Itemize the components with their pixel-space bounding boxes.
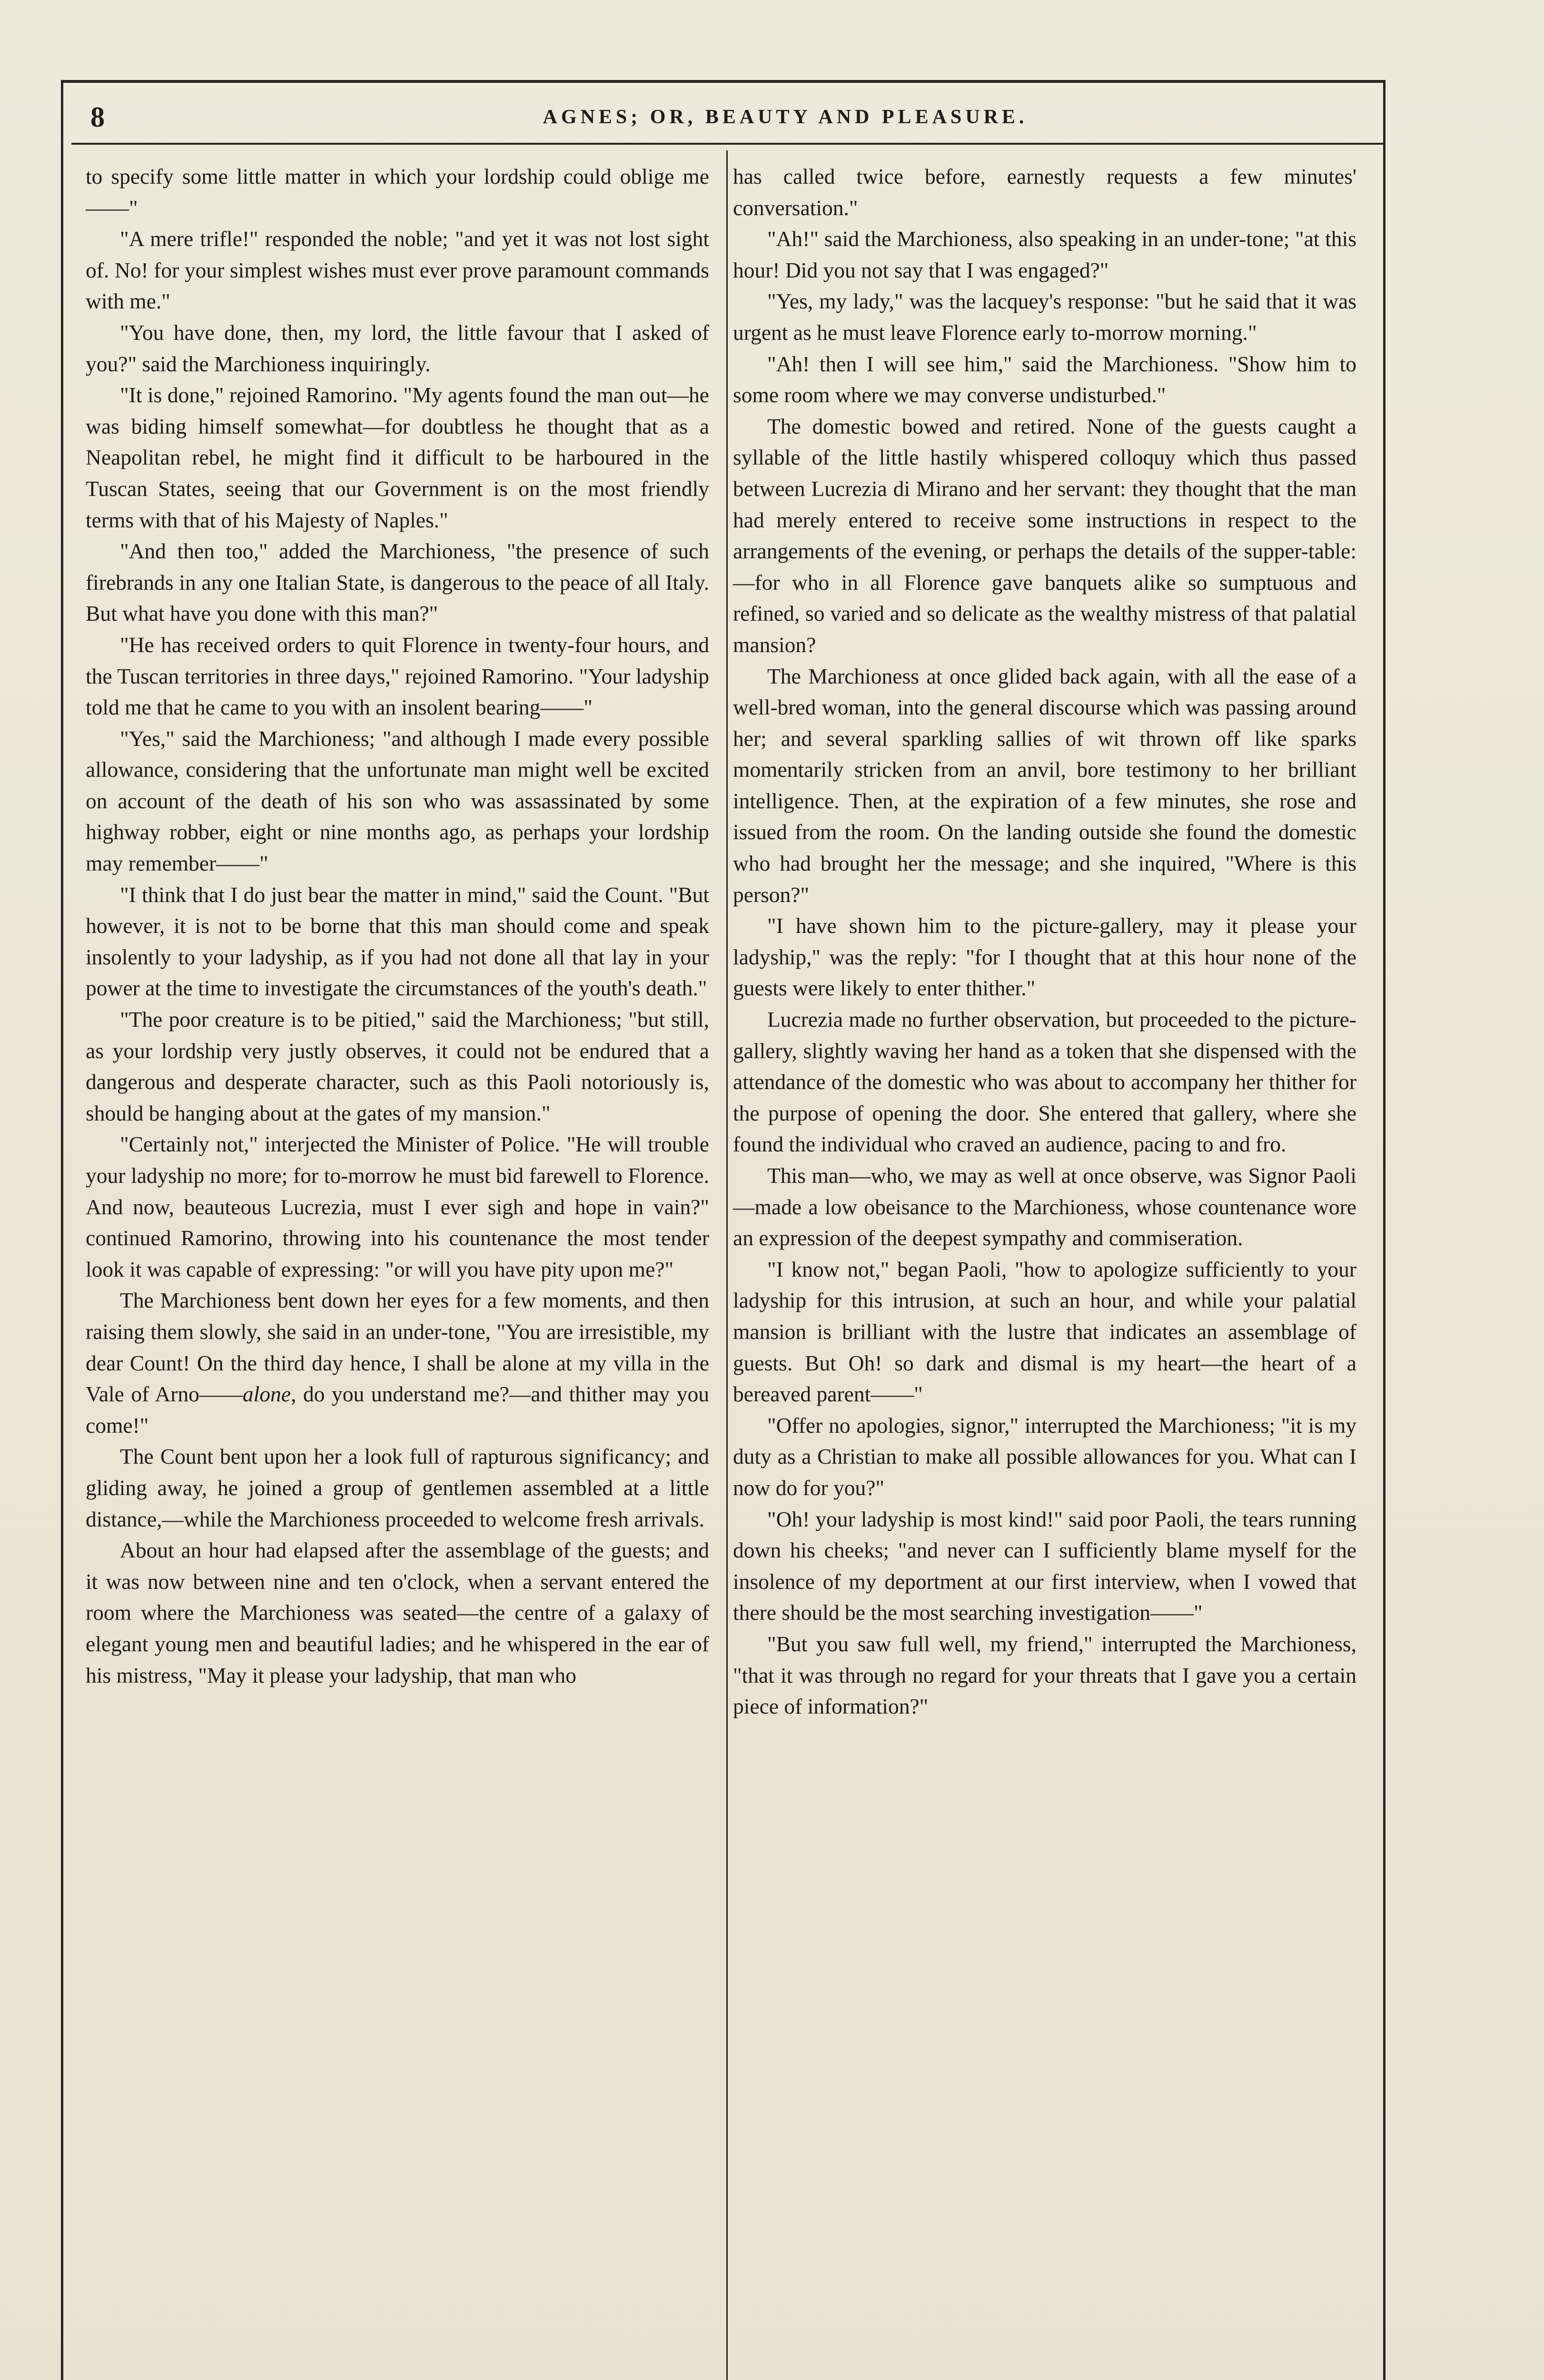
paragraph: The Count bent upon her a look full of rapturous significancy; and gliding away, he joined a group of gentlemen assembled at a little distance,—while the Marchioness proceeded to welcome fresh arrivals. xyxy=(86,1444,709,1531)
paragraph: "Ah!" said the Marchioness, also speaking in an under-tone; "at this hour! Did you not say that I was engaged?" xyxy=(733,227,1356,282)
right-column xyxy=(733,161,1356,1722)
paragraph: "Yes, my lady," was the lacquey's response: "but he said that it was urgent as he must leave Florence early to-morrow morning." xyxy=(733,289,1356,345)
paragraph: "You have done, then, my lord, the little favour that I asked of you?" said the Marchioness inquiringly. xyxy=(86,320,709,376)
paragraph: "Yes," said the Marchioness; "and although I made every possible allowance, considering that the unfortunate man might well be excited on account of the death of his son who was assassinated by some highway robber, eight or nine months ago, as perhaps your lordship may remember——" xyxy=(86,726,709,876)
column-divider-rule xyxy=(726,150,728,2380)
paragraph: The domestic bowed and retired. None of the guests caught a syllable of the little hastily whispered colloquy which thus passed between Lucrezia di Mirano and her servant: they thought that the man had merely entered to receive some instructions in respect to the arrangements of the evening, or perhaps the details of the supper-table:—for who in all Florence gave banquets alike so sumptuous and refined, so varied and so delicate as the wealthy mistress of that palatial mansion? xyxy=(733,414,1356,657)
top-border-rule xyxy=(62,80,1385,83)
paragraph: "Certainly not," interjected the Minister of Police. "He will trouble your ladyship no more; for to-morrow he must bid farewell to Florence. And now, beauteous Lucrezia, must I ever sigh and hope in vain?" continued Ramorino, throwing into his countenance the most tender look it was capable of expressing: "or will you have pity upon me?" xyxy=(86,1132,709,1281)
emphasis-text: alone xyxy=(242,1382,291,1407)
paragraph: "He has received orders to quit Florence in twenty-four hours, and the Tuscan territories in three days," rejoined Ramorino. "Your ladyship told me that he came to you with an insolent bearing——" xyxy=(86,632,709,720)
paragraph: This man—who, we may as well at once observe, was Signor Paoli—made a low obeisance to the Marchioness, whose countenance wore an expression of the deepest sympathy and commiseration. xyxy=(733,1163,1356,1250)
paragraph: "Oh! your ladyship is most kind!" said poor Paoli, the tears running down his cheeks; "and never can I sufficiently blame myself for the insolence of my deportment at our first interview, when I vowed that there should be the most searching investigation——" xyxy=(733,1507,1356,1625)
running-head: AGNES; OR, BEAUTY AND PLEASURE. xyxy=(543,106,1028,128)
paragraph: "Offer no apologies, signor," interrupted the Marchioness; "it is my duty as a Christian to make all possible allowances for you. What can I now do for you?" xyxy=(733,1413,1356,1500)
paragraph-text: , do you understand me?—and thither may you come!" xyxy=(86,1382,709,1438)
paragraph: Lucrezia made no further observation, but proceeded to the picture-gallery, slightly waving her hand as a token that she dispensed with the attendance of the domestic who was about to accompany her thither for the purpose of opening the door. She entered that gallery, where she found the individual who craved an audience, pacing to and fro. xyxy=(733,1007,1356,1157)
right-border-rule xyxy=(1383,80,1386,2380)
paragraph: "And then too," added the Marchioness, "the presence of such firebrands in any one Italian State, is dangerous to the peace of all Italy. But what have you done with this man?" xyxy=(86,539,709,626)
paragraph: "The poor creature is to be pitied," said the Marchioness; "but still, as your lordship very justly observes, it could not be endured that a dangerous and desperate character, such as this Paoli notoriously is, should be hanging about at the gates of my mansion." xyxy=(86,1007,709,1125)
paragraph: "I think that I do just bear the matter in mind," said the Count. "But however, it is not to be borne that this man should come and speak insolently to your ladyship, as if you had not done all that lay in your power at the time to investigate the circumstances of the youth's death." xyxy=(86,882,709,1001)
paragraph: The Marchioness at once glided back again, with all the ease of a well-bred woman, into the general discourse which was passing around her; and several sparkling sallies of wit thrown off like sparks momentarily stricken from an anvil, bore testimony to her brilliant intelligence. Then, at the expiration of a few minutes, she rose and issued from the room. On the landing outside she found the domestic who had brought her the message; and she inquired, "Where is this person?" xyxy=(733,664,1356,907)
paragraph: "A mere trifle!" responded the noble; "and yet it was not lost sight of. No! for your simplest wishes must ever prove paramount commands with me." xyxy=(86,227,709,314)
page-number: 8 xyxy=(90,101,105,133)
paragraph: to specify some little matter in which your lordship could oblige me——" xyxy=(86,164,709,220)
paragraph: "Ah! then I will see him," said the Marchioness. "Show him to some room where we may converse undisturbed." xyxy=(733,351,1356,407)
paragraph: "I have shown him to the picture-gallery, may it please your ladyship," was the reply: "for I thought that at this hour none of the guests were likely to enter thither." xyxy=(733,913,1356,1001)
left-border-rule xyxy=(61,80,63,2380)
paragraph: "I know not," began Paoli, "how to apologize sufficiently to your ladyship for this intrusion, at such an hour, and while your palatial mansion is brilliant with the lustre that indicates an assemblage of guests. But Oh! so dark and dismal is my heart—the heart of a bereaved parent——" xyxy=(733,1257,1356,1407)
left-column xyxy=(86,161,709,1691)
paragraph: "It is done," rejoined Ramorino. "My agents found the man out—he was biding himself somewhat—for doubtless he thought that as a Neapolitan rebel, he might find it difficult to be harboured in the Tuscan States, seeing that our Government is on the most friendly terms with that of his Majesty of Naples." xyxy=(86,383,709,532)
paragraph: has called twice before, earnestly requests a few minutes' conversation." xyxy=(733,164,1356,220)
header-rule xyxy=(71,143,1385,145)
paragraph: About an hour had elapsed after the assemblage of the guests; and it was now between nine and ten o'clock, when a servant entered the room where the Marchioness was seated—the centre of a galaxy of elegant young men and beautiful ladies; and he whispered in the ear of his mistress, "May it please your ladyship, that man who xyxy=(86,1538,709,1687)
paragraph: "But you saw full well, my friend," interrupted the Marchioness, "that it was through no regard for your threats that I gave you a certain piece of information?" xyxy=(733,1631,1356,1719)
paragraph-text: The Marchioness bent down her eyes for a few moments, and then raising them slowly, she said in an under-tone, "You are irresistible, my dear Count! On the third day hence, I shall be alone at my villa in the Vale of Arno—— xyxy=(86,1288,709,1407)
paragraph xyxy=(86,1285,709,1441)
